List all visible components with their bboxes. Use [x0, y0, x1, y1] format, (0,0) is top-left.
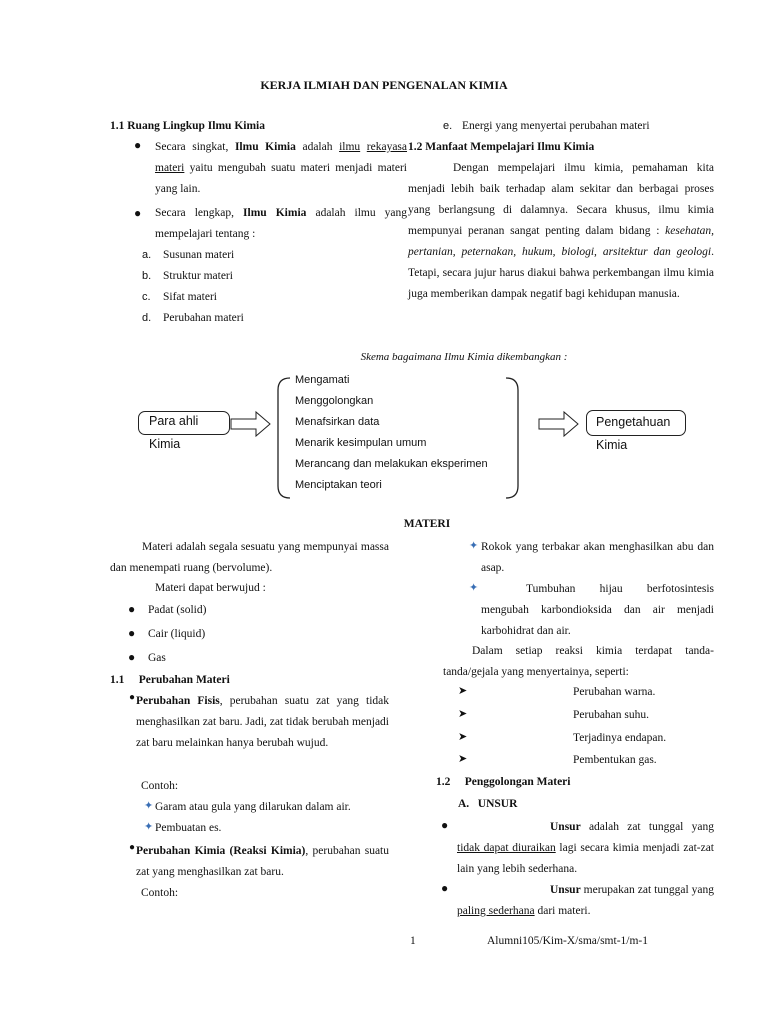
- signs-intro: Dalam setiap reaksi kimia terdapat tanda-tanda/gejala yang menyertainya, seperti:: [443, 645, 714, 678]
- sign-item: Terjadinya endapan.: [573, 732, 667, 744]
- bullet-icon: ●: [129, 842, 136, 853]
- step-item: Mengamati: [295, 374, 350, 386]
- unsur-heading: A. UNSUR: [458, 798, 518, 810]
- steps-list: [295, 370, 488, 496]
- schema-caption: Skema bagaimana Ilmu Kimia dikembangkan :: [360, 351, 568, 363]
- chemical-change: Perubahan Kimia (Reaksi Kimia), perubahan suatu zat yang menghasilkan zat baru.: [136, 845, 390, 878]
- step-item: Menggolongkan: [295, 395, 374, 407]
- example-item: Pembuatan es.: [155, 822, 222, 834]
- subsection-1-1: 1.1 Perubahan Materi: [110, 674, 230, 686]
- list-marker: b.: [142, 270, 152, 282]
- definition-short: Secara singkat, Ilmu Kimia adalah ilmu rekayasa materi yaitu mengubah suatu materi menjadi materi yang lain.: [155, 141, 408, 195]
- page-number: 1: [410, 935, 416, 947]
- knowledge-label: Pengetahuan: [596, 415, 671, 429]
- step-item: Menafsirkan data: [295, 416, 380, 428]
- arrow-bullet-icon: ➤: [458, 753, 468, 765]
- arrow-right-icon: [538, 410, 580, 438]
- bullet-icon: ●: [128, 602, 136, 616]
- step-item: Merancang dan melakukan eksperimen: [295, 458, 488, 470]
- page-title: KERJA ILMIAH DAN PENGENALAN KIMIA: [260, 78, 508, 92]
- section-1-1-heading: 1.1 Ruang Lingkup Ilmu Kimia: [110, 120, 265, 132]
- list-marker: d.: [142, 312, 152, 324]
- list-marker: c.: [142, 291, 151, 303]
- bullet-icon: ●: [441, 881, 449, 895]
- example-item: Rokok yang terbakar akan menghasilkan abu dan asap.: [481, 541, 714, 574]
- knowledge-label-2: Kimia: [596, 438, 628, 452]
- bullet-icon: ●: [128, 626, 136, 640]
- bullet-icon: ●: [134, 206, 142, 220]
- list-item: Perubahan materi: [163, 312, 244, 324]
- form-item: Gas: [148, 652, 166, 664]
- unsur-definition: Unsur adalah zat tunggal yang tidak dapat diuraikan lagi secara kimia menjadi zat-zat lain yang lebih sederhana.: [457, 821, 715, 875]
- example-label: Contoh:: [141, 887, 179, 899]
- form-item: Cair (liquid): [148, 628, 206, 640]
- arrow-bullet-icon: ➤: [458, 708, 468, 720]
- benefits-paragraph: Dengan mempelajari ilmu kimia, pemahaman kita menjadi lebih baik terhadap alam sekitar dan berbagai proses yang berlangsung di dalamnya. Secara khusus, ilmu kimia mempunyai peranan sangat penting dalam bidang : kesehatan, pertanian, peternakan, hukum, biologi, arsitektur dan geologi. Tetapi, secara jujur harus diakui bahwa perkembangan ilmu kimia juga memberikan dampak negatif bagi kehidupan manusia.: [408, 162, 715, 300]
- example-label: Contoh:: [141, 780, 179, 792]
- arrow-bullet-icon: ➤: [458, 685, 468, 697]
- forms-intro: Materi dapat berwujud :: [155, 582, 266, 594]
- form-item: Padat (solid): [148, 604, 207, 616]
- section-1-2-heading: 1.2 Manfaat Mempelajari Ilmu Kimia: [408, 141, 595, 153]
- list-item: Sifat materi: [163, 291, 217, 303]
- sign-item: Perubahan warna.: [573, 686, 656, 698]
- step-item: Menarik kesimpulan umum: [295, 437, 427, 449]
- list-item: Energi yang menyertai perubahan materi: [462, 120, 650, 132]
- bullet-icon: ●: [441, 818, 449, 832]
- experts-label: Para ahli: [149, 414, 199, 428]
- physical-change: Perubahan Fisis, perubahan suatu zat yang tidak menghasilkan zat baru. Jadi, zat tidak berubah menjadi zat baru melainkan hanya berubah wujud.: [136, 695, 390, 749]
- diamond-bullet-icon: ✦: [469, 582, 479, 594]
- example-item: Garam atau gula yang dilarukan dalam air.: [155, 801, 351, 813]
- bullet-icon: ●: [128, 650, 136, 664]
- diamond-bullet-icon: ✦: [144, 800, 154, 812]
- list-item: Susunan materi: [163, 249, 235, 261]
- subsection-1-2: 1.2 Penggolongan Materi: [436, 776, 571, 788]
- bullet-icon: ●: [129, 692, 136, 703]
- bullet-icon: ●: [134, 138, 142, 152]
- list-marker: a.: [142, 249, 152, 261]
- list-marker: e.: [443, 120, 453, 132]
- step-item: Menciptakan teori: [295, 479, 382, 491]
- list-item: Struktur materi: [163, 270, 233, 282]
- example-item: Tumbuhan hijau berfotosintesis mengubah karbondioksida dan air menjadi karbohidrat dan air.: [481, 583, 714, 637]
- definition-long: Secara lengkap, Ilmu Kimia adalah ilmu yang mempelajari tentang :: [155, 207, 408, 240]
- sign-item: Pembentukan gas.: [573, 754, 657, 766]
- unsur-simplest: Unsur merupakan zat tunggal yang paling sederhana dari materi.: [457, 884, 714, 917]
- materi-heading: MATERI: [403, 518, 451, 530]
- arrow-right-icon: [230, 410, 272, 438]
- footer-code: Alumni105/Kim-X/sma/smt-1/m-1: [487, 935, 648, 947]
- sign-item: Perubahan suhu.: [573, 709, 650, 721]
- arrow-bullet-icon: ➤: [458, 731, 468, 743]
- materi-definition: Materi adalah segala sesuatu yang mempunyai massa dan menempati ruang (bervolume).: [110, 541, 389, 574]
- diamond-bullet-icon: ✦: [469, 540, 479, 552]
- diamond-bullet-icon: ✦: [144, 821, 154, 833]
- experts-label-2: Kimia: [149, 437, 181, 451]
